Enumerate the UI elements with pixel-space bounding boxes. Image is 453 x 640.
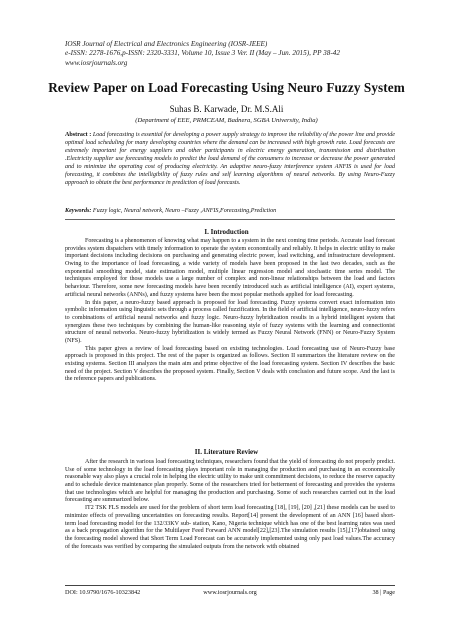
abstract-label: Abstract : xyxy=(65,132,92,138)
keywords xyxy=(65,207,395,215)
section-heading-literature-review: II. Literature Review xyxy=(194,448,259,456)
journal-website: www.iosrjournals.org xyxy=(65,58,128,67)
author-affiliation: (Department of EEE, PRMCEAM, Badnera, SGBA University, India) xyxy=(135,117,318,124)
lit-paragraph-1: After the research in various load forecasting techniques, researchers found that the yield of forecasting do not properly predict. Use of some technology in the load forecasting plays important role in managing the production and purchasing in an economically reasonable way also plays a crucial role in helping the electric utility to make unit commitment decisions, to reduce the reserve capacity and to schedule device maintenance plan properly. Some of the researchers tried for betterment of forecasting and provides the systems that use technologies which are helpful for managing the production and purchasing. Some of such researches carried out in the load forecasting are summarized below. xyxy=(65,459,395,504)
abstract-text: Load forecasting is essential for developing a power supply strategy to improve the reliability of the power line and provide optimal load scheduling for many developing countries where the demand can be increased with high growth rate. Load forecasts are extremely important for energy suppliers and other participants in electric energy generation, transmission and distribution .Electricity supplier use forecasting models to predict the load demand of the consumers to increase or decrease the power generated and to minimize the operating cost of producing electricity. An adaptive neuro-fuzzy interference system ANFIS is used for load forecasting, it combines the intelligibility of fuzzy rules and self learning algorithms of neural networks. By using Neuro-Fuzzy approach to obtain the best performance in prediction of load forecasts. xyxy=(65,132,395,187)
paper-title: Review Paper on Load Forecasting Using Neuro Fuzzy System xyxy=(48,80,405,95)
journal-header xyxy=(65,40,395,68)
abstract xyxy=(65,131,395,187)
footer-separator xyxy=(65,585,395,586)
footer-website: www.iosrjournals.org xyxy=(203,589,257,596)
header-separator xyxy=(65,219,395,220)
intro-paragraph-3: This paper gives a review of load forecasting based on existing technologies. Load forecasting use of Neuro-Fuzzy base approach is proposed in this project. The rest of the paper is organized as follows. Section II summarizes the literature review on the existing systems. Section III analyzes the main aim and prime objective of the load forecasting system. Section IV describes the basic need of the project. Section V describes the proposed system. Finally, Section V deals with conclusion and future scope. And the last is the reference papers and publications. xyxy=(65,345,395,383)
page-footer xyxy=(65,589,395,599)
journal-name: IOSR Journal of Electrical and Electronics Engineering (IOSR-JEEE) xyxy=(65,40,268,48)
footer-doi: DOI: 10.9790/1676-10323842 xyxy=(65,589,141,596)
journal-issn: e-ISSN: 2278-1676,p-ISSN: 2320-3331, Volume 10, Issue 3 Ver. II (May – Jun. 2015), PP 38-42 xyxy=(65,49,340,58)
lit-paragraph-2: IT2 TSK FLS models are used for the problem of short term load forecasting [18], [19], [20] ,[21] these models can be used to minimize effects of prevailing uncertainties on forecasting results. Report[14] present the development of an ANN [16] based short-term load forecasting model for the 132/33KV sub- station, Kano, Nigeria technique which has one of the best learning rates was used as a back propagation algorithm for the Multilayer Feed Forward ANN model[22],[23].The simulation results [15],[17]obtained using the forecasting model showed that Short Term Load Forecast can be accurately implemented using only past load values.The accuracy of the forecasts was verified by comparing the simulated outputs from the network with obtained xyxy=(65,505,395,550)
intro-paragraph-1: Forecasting is a phenomenon of knowing what may happen to a system in the next coming time periods. Accurate load forecast provides system dispatchers with timely information to operate the system economically and reliably. It helps in electric utility to make important decisions including decisions on purchasing and generating electric power, load switching, and infrastructure development. Owing to the importance of load forecasting, a wide variety of models have been proposed in the last two decades, such as the exponential smoothing model, state estimation model, multiple linear regression model and stochastic time series model. The techniques employed for those models use a large number of complex and non-linear relationships between the load and factors behaviour. Therefore, some new forecasting models have been recently introduced such as artificial intelligence (AI), expert systems, artificial neural networks (ANNs), and fuzzy systems have been the most popular methods applied for load forecasting. xyxy=(65,238,395,298)
keywords-text: Fuzzy logic, Neural network, Neuro –Fuzzy ,ANFIS,Forecasting,Prediction xyxy=(91,208,277,214)
section-heading-introduction: I. Introduction xyxy=(204,228,249,236)
keywords-label: Keywords: xyxy=(65,208,92,214)
paper-authors: Suhas B. Karwade, Dr. M.S.Ali xyxy=(169,104,284,114)
literature-review-body xyxy=(65,459,395,551)
introduction-body xyxy=(65,238,395,384)
footer-page-number: 38 | Page xyxy=(372,589,395,596)
intro-paragraph-2: In this paper, a neuro-fuzzy based approach is proposed for load forecasting. Fuzzy systems convert exact information into symbolic information using linguistic sets through a process called fuzzification. In the field of artificial intelligence, neuro-fuzzy refers to combinations of artificial neural networks and fuzzy logic. Neuro-fuzzy hybridization results in a hybrid intelligent system that synergizes these two techniques by combining the human-like reasoning style of fuzzy systems with the learning and connectionist structure of neural networks. Neuro-fuzzy hybridization is widely termed as Fuzzy Neural Network (FNN) or Neuro-Fuzzy System (NFS). xyxy=(65,299,395,344)
